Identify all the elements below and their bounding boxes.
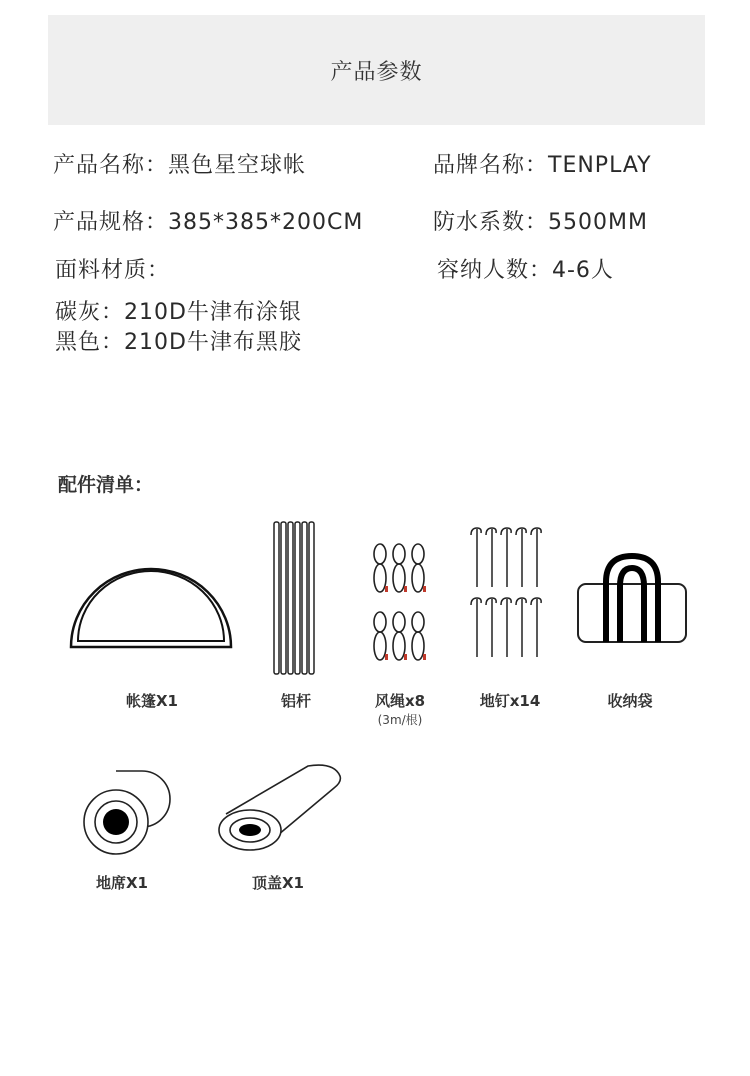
item-label-guy-rope: 风绳x8	[374, 692, 426, 710]
tent-icon	[68, 565, 234, 651]
spec-size: 产品规格：385*385*200CM	[53, 210, 364, 235]
item-label-bag: 收纳袋	[607, 692, 653, 710]
item-label-mat: 地席X1	[95, 874, 148, 892]
spec-capacity: 容纳人数：4-6人	[437, 258, 614, 283]
poles-icon	[270, 520, 322, 676]
spec-brand: 品牌名称：TENPLAY	[433, 153, 652, 178]
spec-material: 面料材质：	[55, 258, 171, 283]
item-label-tent: 帐篷X1	[125, 692, 178, 710]
item-label-poles: 铝杆	[280, 692, 311, 710]
header-title: 产品参数	[330, 59, 423, 85]
stake-icon	[466, 525, 552, 661]
mat-roll-icon	[82, 766, 176, 860]
spec-header	[48, 15, 705, 125]
spec-product-name: 产品名称：黑色星空球帐	[53, 153, 307, 178]
cover-roll-icon	[216, 760, 344, 854]
spec-waterproof: 防水系数：5500MM	[433, 210, 648, 235]
item-label-cover: 顶盖X1	[251, 874, 304, 892]
item-sublabel-guy-rope: (3m/根)	[377, 713, 423, 727]
spec-material-black: 黑色：210D牛津布黑胶	[55, 330, 302, 355]
item-label-stakes: 地钉x14	[479, 692, 541, 710]
spec-material-gray: 碳灰：210D牛津布涂银	[55, 300, 302, 325]
bag-icon	[574, 552, 690, 646]
guy-rope-icon	[368, 538, 434, 670]
accessories-title: 配件清单：	[58, 474, 154, 496]
